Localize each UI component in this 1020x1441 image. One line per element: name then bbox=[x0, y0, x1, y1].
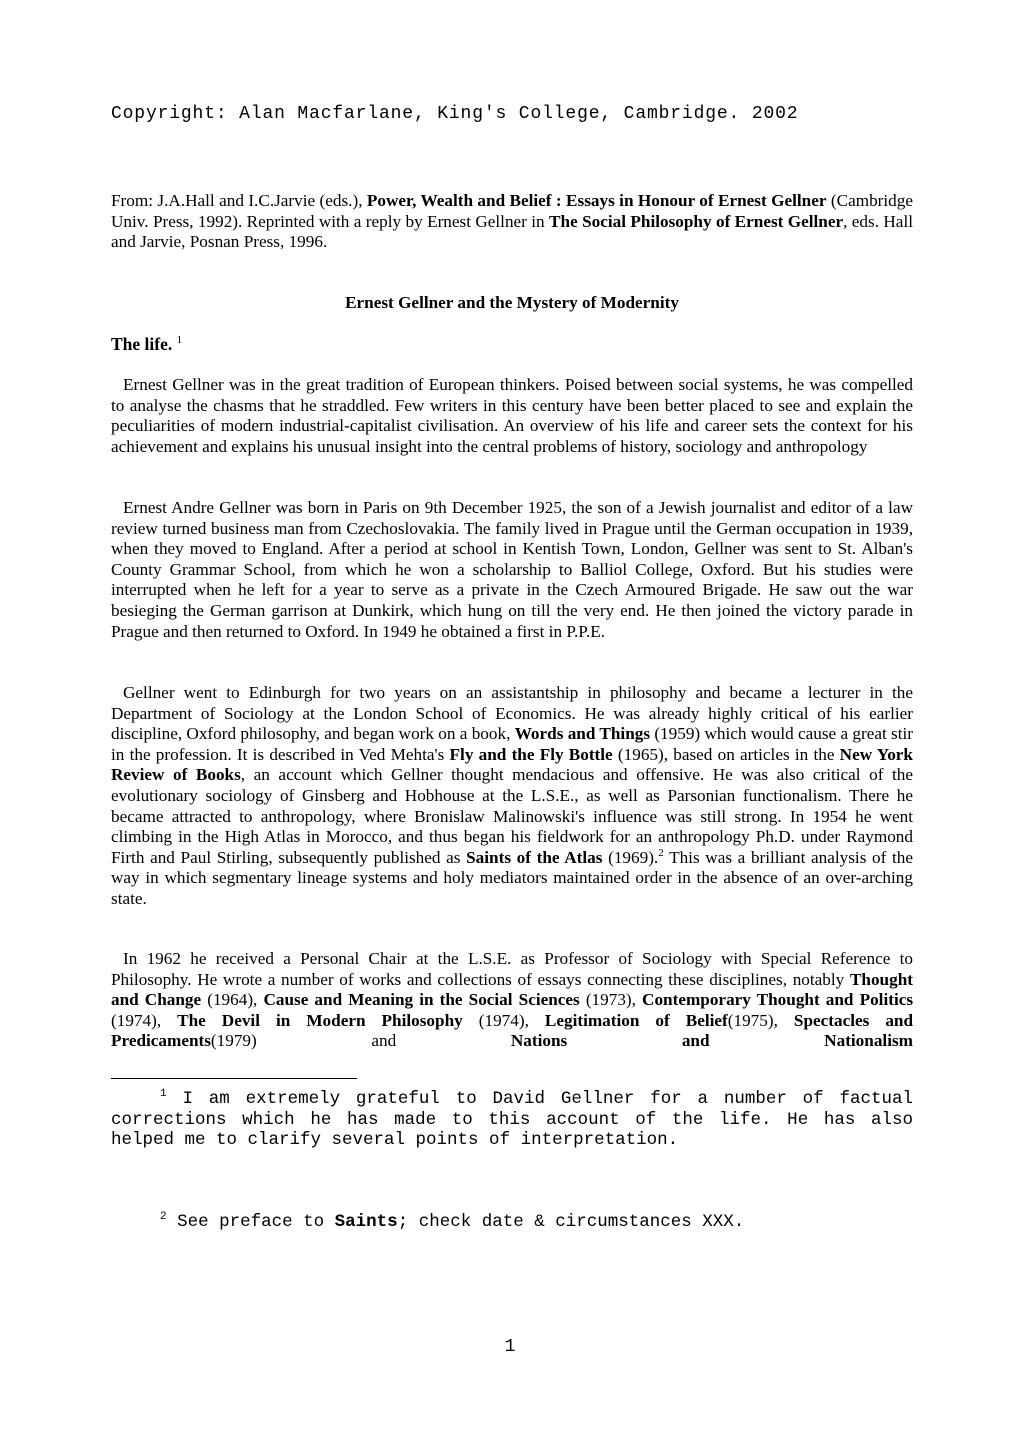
book-title: Thought and Change bbox=[111, 969, 913, 1010]
paragraph-text: (1969). bbox=[608, 847, 659, 867]
paragraph-3 bbox=[111, 683, 913, 910]
paragraph-4 bbox=[111, 949, 913, 1052]
book-title: Contemporary Thought and Politics bbox=[642, 990, 914, 1010]
book-title: The Devil in Modern Philosophy bbox=[177, 1010, 463, 1030]
footnote-book-title: Saints bbox=[334, 1212, 398, 1232]
citation-text: , eds. Hall and Jarvie, Posnan Press, 1996. bbox=[111, 211, 913, 252]
book-title: Power, Wealth and Belief : Essays in Honour of Ernest Gellner bbox=[366, 191, 827, 210]
paragraph-text: (1975), bbox=[727, 1010, 778, 1030]
citation-text: From: J.A.Hall and I.C.Jarvie (eds.), bbox=[111, 191, 363, 210]
footnote-1 bbox=[111, 1089, 913, 1151]
copyright-notice: Copyright: Alan Macfarlane, King's College, Cambridge. 2002 bbox=[111, 104, 799, 124]
footnote-text: ; check date & circumstances XXX. bbox=[397, 1212, 745, 1232]
section-heading-text: The life. bbox=[111, 334, 173, 354]
paragraph-text: (1974), bbox=[478, 1010, 529, 1030]
paragraph-text: In 1962 he received a Personal Chair at the L.S.E. as Professor of Sociology with Special Reference to Philosophy. He wrote a number of works and collections of essays connecting these disciplines, notably bbox=[111, 949, 913, 989]
paragraph-text: , an account which Gellner thought mendacious and offensive. He was also critical of the evolutionary sociology of Ginsberg and Hobhouse at the L.S.E., as well as Parsonian functionalism. There he became attracted to anthropology, where Bronislaw Malinowski's influence was still strong. In 1954 he went climbing in the High Atlas in Morocco, and thus began his fieldwork for an anthropology Ph.D. under Raymond Firth and Paul Stirling, subsequently published as bbox=[111, 765, 913, 867]
paragraph-text: (1979) and bbox=[210, 1031, 397, 1051]
footnote-ref-1: 1 bbox=[176, 334, 183, 346]
paragraph-text: Gellner went to Edinburgh for two years on an assistantship in philosophy and became a lecturer in the Department of Sociology at the London School of Economics. He was already highly critical of his earlier discipline, Oxford philosophy, and began work on a book, bbox=[111, 683, 913, 744]
paragraph-text: (1964), bbox=[207, 990, 258, 1010]
book-title: Legitimation of Belief bbox=[544, 1010, 728, 1030]
book-title: Spectacles and Predicaments bbox=[111, 1010, 914, 1051]
footnote-number: 2 bbox=[160, 1211, 167, 1223]
book-title: Nations and Nationalism bbox=[510, 1031, 913, 1051]
book-title: Words and Things bbox=[514, 724, 651, 744]
citation-text: (Cambridge Univ. Press, 1992). Reprinted with a reply by Ernest Gellner in bbox=[111, 191, 913, 231]
paragraph-text: (1959) which would cause a great stir in the profession. It is described in Ved Mehta's bbox=[111, 724, 914, 764]
paragraph-text: (1965), based on articles in the bbox=[617, 744, 835, 764]
paragraph-text: Ernest Gellner was in the great tradition of European thinkers. Poised between social systems, he was compelled to analyse the chasms that he straddled. Few writers in this century have been better placed to see and explain the peculiarities of modern industrial-capitalist civilisation. An overview of his life and career sets the context for his achievement and explains his unusual insight into the central problems of history, sociology and anthropology bbox=[111, 375, 913, 456]
page-number: 1 bbox=[504, 1337, 516, 1357]
footnote-ref-2: 2 bbox=[658, 846, 664, 859]
footnote-text: I am extremely grateful to David Gellner for a number of factual corrections which he has made to this account of the life. He has also helped me to clarify several points of interpretation. bbox=[111, 1089, 913, 1151]
book-title: Fly and the Fly Bottle bbox=[449, 744, 613, 764]
footnote-text: See preface to bbox=[177, 1212, 325, 1232]
paragraph-1 bbox=[111, 375, 913, 457]
book-title: The Social Philosophy of Ernest Gellner bbox=[549, 211, 844, 231]
paragraph-text: This was a brilliant analysis of the way in which segmentary lineage systems and holy mediators maintained order in the absence of an over-arching state. bbox=[111, 847, 913, 908]
paragraph-text: Ernest Andre Gellner was born in Paris on 9th December 1925, the son of a Jewish journalist and editor of a law review turned business man from Czechoslovakia. The family lived in Prague until the German occupation in 1939, when they moved to England. After a period at school in Kentish Town, London, Gellner was sent to St. Alban's County Grammar School, from which he won a scholarship to Balliol College, Oxford. But his studies were interrupted when he left for a year to serve as a private in the Czech Armoured Brigade. He saw out the war besieging the German garrison at Dunkirk, which hung on till the very end. He then joined the victory parade in Prague and then returned to Oxford. In 1949 he obtained a first in P.P.E. bbox=[111, 498, 913, 641]
essay-title: Ernest Gellner and the Mystery of Modernity bbox=[345, 293, 679, 312]
paragraph-text: (1974), bbox=[111, 1010, 162, 1030]
section-heading bbox=[111, 334, 182, 355]
footnote-2 bbox=[111, 1212, 913, 1233]
book-title: Saints of the Atlas bbox=[466, 847, 603, 867]
paragraph-2 bbox=[111, 498, 913, 642]
book-title: New York Review of Books bbox=[111, 744, 913, 785]
footnote-separator bbox=[111, 1078, 357, 1079]
paragraph-text: (1973), bbox=[585, 990, 636, 1010]
footnote-number: 1 bbox=[160, 1088, 167, 1100]
source-citation bbox=[111, 191, 913, 253]
book-title: Cause and Meaning in the Social Sciences bbox=[263, 990, 580, 1010]
